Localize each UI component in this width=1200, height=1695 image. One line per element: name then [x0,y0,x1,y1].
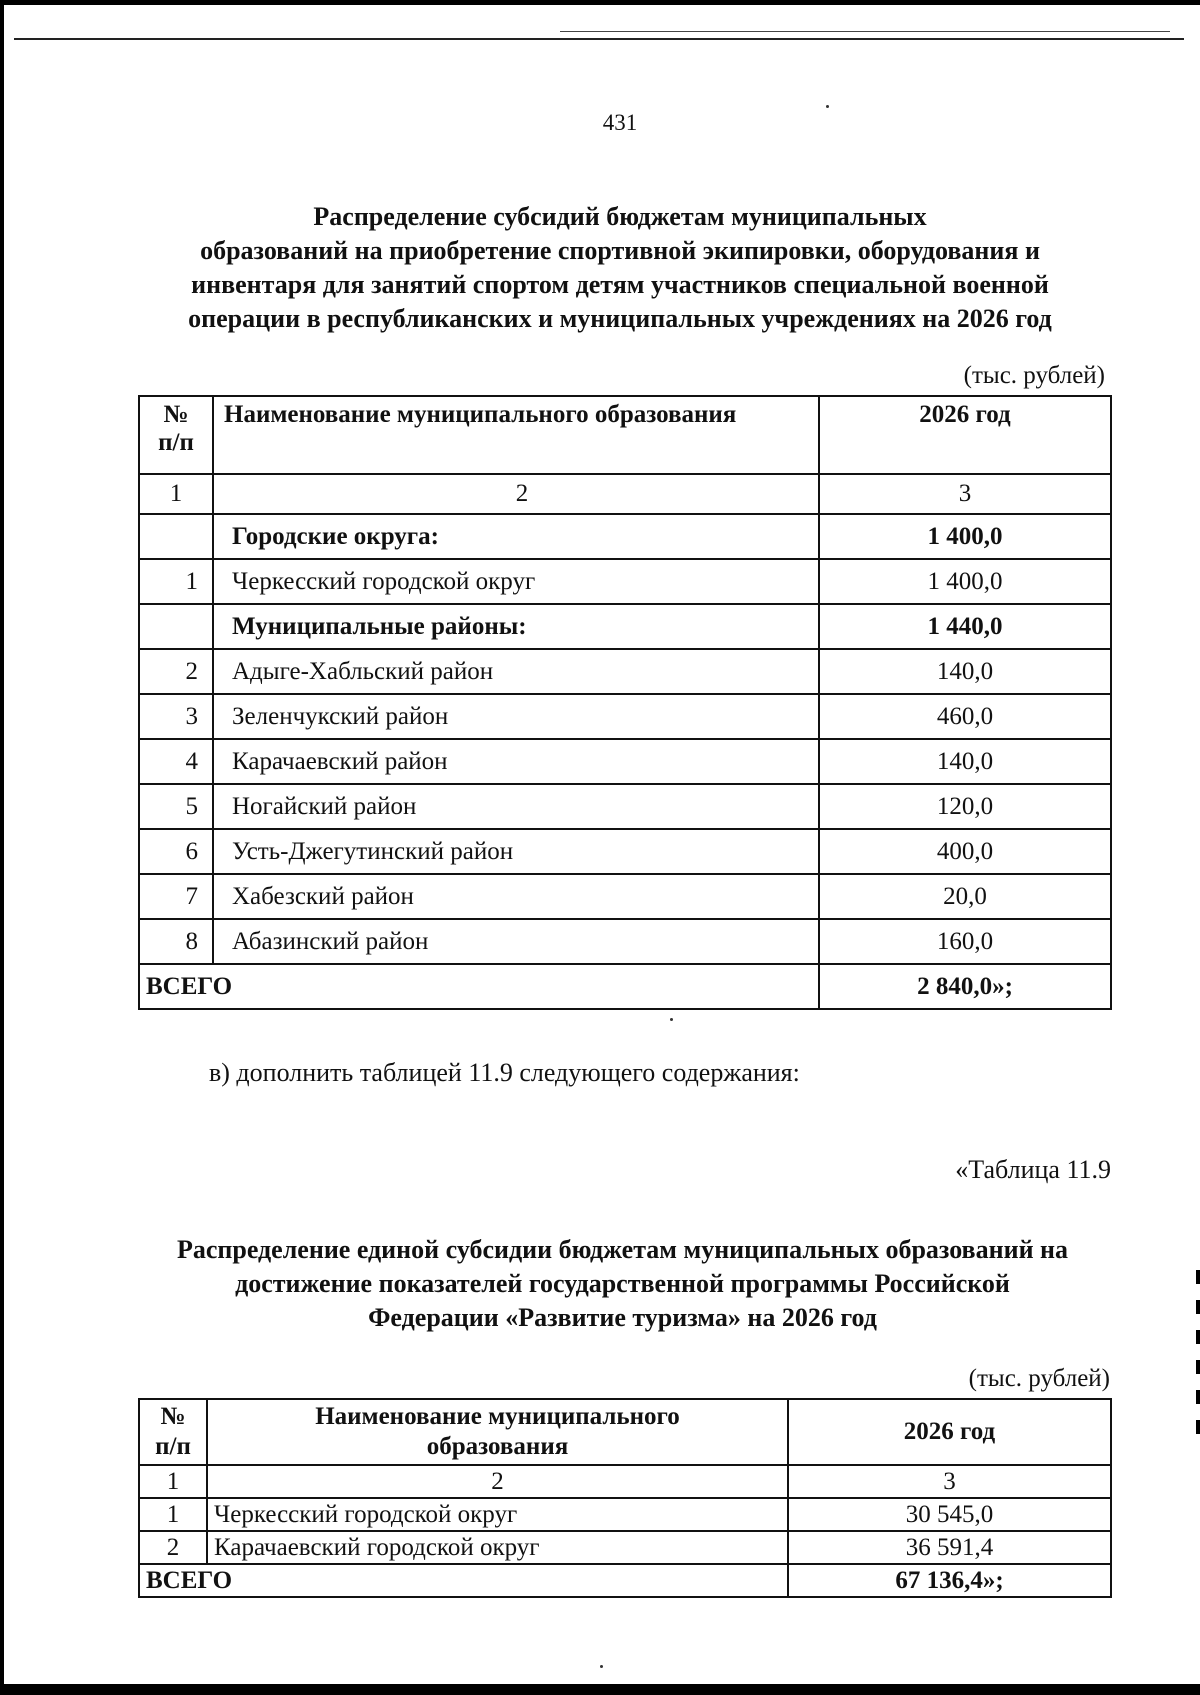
table2-title-line: достижение показателей государственной программы Российской [235,1269,1010,1298]
scan-border-top [0,0,1200,5]
row-num-cell: 3 [139,694,213,739]
row-num-cell: 8 [139,919,213,964]
table1-title-line: инвентаря для занятий спортом детям участников специальной военной [191,270,1049,299]
page-number: 431 [602,110,638,135]
row-name-cell: Хабезский район [213,874,819,919]
row-num-cell: 2 [139,1531,207,1564]
table-row [139,649,1111,694]
row-value-cell: 20,0 [819,874,1111,919]
header-num-sign: № [160,1403,186,1430]
scan-speck [670,1018,673,1021]
table-row [139,874,1111,919]
row-name-cell: Карачаевский район [213,739,819,784]
table-row [139,604,1111,649]
header-num-cell [139,396,213,474]
table2-title-line: Федерации «Развитие туризма» на 2026 год [368,1303,877,1332]
row-value-cell: 140,0 [819,739,1111,784]
row-num-cell: 1 [139,1498,207,1531]
row-value-cell: 1 440,0 [819,604,1111,649]
table-row [139,784,1111,829]
header-num-abbr: п/п [158,429,194,456]
row-name-cell: Усть-Джегутинский район [213,829,819,874]
index-cell: 2 [207,1465,788,1498]
row-value-cell: 1 400,0 [819,559,1111,604]
row-name-cell: Черкесский городской округ [207,1498,788,1531]
row-name-cell: Муниципальные районы: [213,604,819,649]
table2 [138,1398,1112,1598]
table2-index-row [139,1465,1111,1498]
total-value: 2 840,0»; [819,964,1111,1009]
table1-unit: (тыс. рублей) [963,362,1105,389]
header-num-abbr: п/п [155,1433,191,1460]
header-name-line: Наименование муниципального [315,1403,680,1430]
table1-title-line: операции в республиканских и муниципальных учреждениях на 2026 год [188,304,1052,333]
row-num-cell: 1 [139,559,213,604]
scan-border-left [0,0,4,1695]
row-name-cell: Городские округа: [213,514,819,559]
header-num-cell [139,1399,207,1465]
total-label: ВСЕГО [139,964,819,1009]
header-year-cell: 2026 год [788,1399,1111,1465]
index-cell: 2 [213,474,819,514]
table-row [139,559,1111,604]
scan-border-bottom [0,1684,1200,1695]
table2-title-line: Распределение единой субсидии бюджетам муниципальных образований на [176,1235,1069,1264]
row-value-cell: 1 400,0 [819,514,1111,559]
table-row [139,829,1111,874]
scan-speck [600,1665,603,1668]
header-num-sign: № [163,401,189,428]
row-num-cell: 6 [139,829,213,874]
row-value-cell: 30 545,0 [788,1498,1111,1531]
index-cell: 1 [139,1465,207,1498]
row-name-cell: Ногайский район [213,784,819,829]
table-row [139,1498,1111,1531]
row-name-cell: Зеленчукский район [213,694,819,739]
table1-header-row [139,396,1111,474]
row-num-cell: 5 [139,784,213,829]
table2-label: «Таблица 11.9 [955,1155,1111,1184]
row-num-cell [139,604,213,649]
scan-speck [826,105,829,108]
table1 [138,395,1112,1010]
total-row [139,1564,1111,1597]
table1-title-line: образований на приобретение спортивной экипировки, оборудования и [200,236,1040,265]
index-cell: 3 [819,474,1111,514]
row-value-cell: 36 591,4 [788,1531,1111,1564]
amendment-note: в) дополнить таблицей 11.9 следующего содержания: [209,1058,800,1087]
table-row [139,1531,1111,1564]
total-value: 67 136,4»; [788,1564,1111,1597]
table-row [139,739,1111,784]
scan-edge-marks [1196,1270,1200,1450]
scan-header-rule-faint [560,31,1170,32]
index-cell: 3 [788,1465,1111,1498]
header-year-cell: 2026 год [819,396,1111,474]
row-name-cell: Адыге-Хабльский район [213,649,819,694]
row-value-cell: 460,0 [819,694,1111,739]
row-value-cell: 400,0 [819,829,1111,874]
row-name-cell: Черкесский городской округ [213,559,819,604]
index-cell: 1 [139,474,213,514]
table-row [139,694,1111,739]
table2-header-row [139,1399,1111,1465]
table2-title [125,1233,1120,1335]
row-value-cell: 140,0 [819,649,1111,694]
row-value-cell: 160,0 [819,919,1111,964]
table-row [139,514,1111,559]
total-row [139,964,1111,1009]
table1-title-line: Распределение субсидий бюджетам муниципальных [313,202,927,231]
row-name-cell: Абазинский район [213,919,819,964]
row-name-cell: Карачаевский городской округ [207,1531,788,1564]
row-num-cell: 2 [139,649,213,694]
scan-header-rule [14,38,1184,40]
table2-unit: (тыс. рублей) [968,1365,1110,1392]
row-num-cell: 4 [139,739,213,784]
total-label: ВСЕГО [139,1564,788,1597]
header-name-cell: Наименование муниципального образования [213,396,819,474]
table-row [139,919,1111,964]
table1-title [130,200,1110,336]
row-value-cell: 120,0 [819,784,1111,829]
row-num-cell [139,514,213,559]
header-name-line: образования [426,1433,569,1460]
header-name-cell [207,1399,788,1465]
row-num-cell: 7 [139,874,213,919]
table1-index-row [139,474,1111,514]
